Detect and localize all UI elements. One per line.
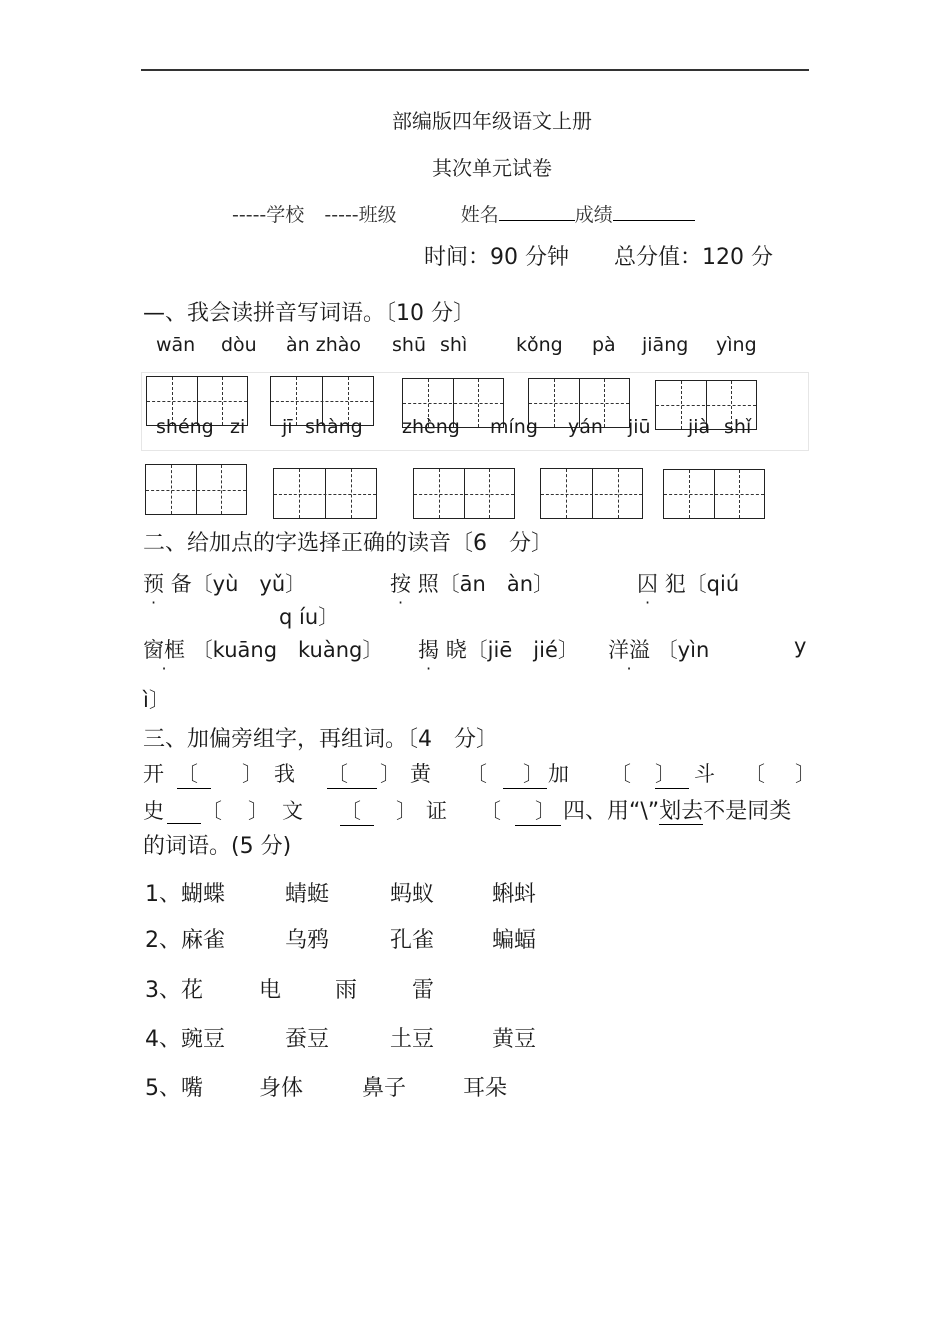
answer-blank[interactable]: 〕 xyxy=(515,795,561,826)
pinyin: shǐ xyxy=(724,416,752,438)
radical-char: 开 xyxy=(143,762,164,786)
tianzige-grid[interactable] xyxy=(413,468,515,519)
word-item[interactable]: 黄豆 xyxy=(492,1027,537,1052)
pinyin: zhèng xyxy=(402,416,460,438)
dotted-char: 预 xyxy=(143,572,164,596)
bracket: 〔 xyxy=(610,762,631,786)
pinyin: zi xyxy=(230,416,246,438)
radical-char: 史 xyxy=(143,799,164,823)
section2-heading: 二、给加点的字选择正确的读音〔6 分〕 xyxy=(143,531,553,556)
word-item[interactable]: 雨 xyxy=(335,978,358,1003)
section4-heading: 四、用“\”划去不是同类 xyxy=(563,799,792,824)
top-rule xyxy=(141,69,809,71)
reading-continuation: q íu〕 xyxy=(279,605,340,629)
reading-item-3 xyxy=(637,568,739,598)
word-item[interactable]: 2、麻雀 xyxy=(145,928,225,953)
class-field: -----班级 xyxy=(324,204,397,226)
bracket: 〔 xyxy=(466,762,487,786)
pinyin: dòu xyxy=(221,334,257,356)
answer-blank[interactable]: 〕 xyxy=(503,758,547,789)
tianzige-grid[interactable] xyxy=(663,469,765,519)
reading-item-6 xyxy=(608,634,709,664)
info-line xyxy=(232,200,695,227)
word-item[interactable]: 1、蝴蝶 xyxy=(145,882,225,907)
radical-char: 我 xyxy=(274,762,295,786)
answer-blank[interactable]: 〔 xyxy=(327,758,377,789)
reading-item-4 xyxy=(143,634,383,664)
time-info: 时间：90 分钟 xyxy=(424,245,569,270)
pinyin: kǒng xyxy=(516,334,563,356)
radical-char: 黄 xyxy=(410,762,431,786)
reading-item-5 xyxy=(418,634,579,664)
radical-char: 加 xyxy=(548,762,569,786)
word-item[interactable]: 身体 xyxy=(259,1076,304,1101)
reading-item-1 xyxy=(143,568,306,598)
pinyin: wān xyxy=(156,334,196,356)
school-field: -----学校 xyxy=(232,204,305,226)
dotted-char: 窗框 xyxy=(143,638,185,662)
total-score-info: 总分值：120 分 xyxy=(614,245,773,270)
pinyin: jī xyxy=(282,416,293,438)
pinyin: pà xyxy=(592,334,616,356)
score-label: 成绩 xyxy=(574,204,613,226)
dotted-char: 囚 xyxy=(637,572,658,596)
word-item[interactable]: 蝌蚪 xyxy=(492,882,537,907)
pinyin: shàng xyxy=(305,416,363,438)
word-item[interactable]: 土豆 xyxy=(390,1027,435,1052)
reading-options: 犯〔qiú xyxy=(664,572,740,596)
reading-item-2 xyxy=(390,568,554,598)
pinyin: shū xyxy=(392,334,426,356)
dotted-char: 揭 xyxy=(418,638,439,662)
pinyin: jiāng xyxy=(642,334,689,356)
score-blank xyxy=(613,202,695,221)
tianzige-grid[interactable] xyxy=(145,464,247,515)
radical-char: 文 xyxy=(282,799,303,823)
section4-heading-cont: 的词语。(5 分) xyxy=(143,834,292,859)
reading-options: 备〔yù yǔ〕 xyxy=(170,572,307,596)
section1-heading: —、我会读拼音写词语。〔10 分〕 xyxy=(143,301,475,326)
name-blank xyxy=(499,202,575,221)
word-item[interactable]: 孔雀 xyxy=(390,928,435,953)
bracket: 〕 xyxy=(795,762,816,786)
bracket: 〔 xyxy=(480,799,501,823)
dotted-char: 洋溢 xyxy=(608,638,650,662)
pinyin: yán xyxy=(568,416,603,438)
reading-options: 照〔ān àn〕 xyxy=(417,572,555,596)
word-item[interactable]: 4、豌豆 xyxy=(145,1027,225,1052)
pinyin: àn zhào xyxy=(286,334,362,356)
word-item[interactable]: 3、花 xyxy=(145,978,203,1003)
document-title: 部编版四年级语文上册 xyxy=(392,109,592,133)
pinyin: shéng xyxy=(156,416,214,438)
radical-char: 证 xyxy=(426,799,447,823)
reading-options: 晓〔jiē jié〕 xyxy=(445,638,579,662)
pinyin: yìng xyxy=(716,334,757,356)
dotted-char: 按 xyxy=(390,572,411,596)
pinyin: shì xyxy=(440,334,468,356)
word-item[interactable]: 蜻蜓 xyxy=(285,882,330,907)
word-item[interactable]: 电 xyxy=(259,978,282,1003)
bracket: 〕 xyxy=(396,799,417,823)
word-item[interactable]: 鼻子 xyxy=(362,1076,407,1101)
reading-continuation: ì〕 xyxy=(143,688,170,712)
reading-options: 〔yìn xyxy=(656,638,710,662)
bracket: 〕 xyxy=(242,762,263,786)
answer-blank[interactable]: 〔 xyxy=(340,795,374,826)
tianzige-grid[interactable] xyxy=(540,468,643,519)
pinyin: jià xyxy=(688,416,711,438)
bracket: 〕 xyxy=(380,762,401,786)
word-item[interactable]: 乌鸦 xyxy=(285,928,330,953)
reading-continuation: y xyxy=(794,634,807,658)
word-item[interactable]: 蚕豆 xyxy=(285,1027,330,1052)
word-item[interactable]: 蚂蚁 xyxy=(390,882,435,907)
word-item[interactable]: 耳朵 xyxy=(463,1076,508,1101)
pinyin: míng xyxy=(490,416,538,438)
radical-char: 斗 xyxy=(694,762,715,786)
answer-blank[interactable]: 〕 xyxy=(655,758,689,789)
bracket: 〕 xyxy=(248,799,269,823)
section3-heading: 三、加偏旁组字，再组词。〔4 分〕 xyxy=(143,727,498,752)
name-label: 姓名 xyxy=(460,204,499,226)
word-item[interactable]: 雷 xyxy=(412,978,435,1003)
tianzige-grid[interactable] xyxy=(273,468,377,519)
word-item[interactable]: 5、嘴 xyxy=(145,1076,203,1101)
pinyin: jiū xyxy=(628,416,651,438)
reading-options: 〔kuāng kuàng〕 xyxy=(191,638,384,662)
answer-blank[interactable]: 〔 xyxy=(177,758,211,789)
answer-blank[interactable]: 〔 xyxy=(167,795,222,825)
bracket: 〔 xyxy=(744,762,765,786)
word-item[interactable]: 蝙蝠 xyxy=(492,928,537,953)
document-subtitle: 其次单元试卷 xyxy=(432,156,552,180)
